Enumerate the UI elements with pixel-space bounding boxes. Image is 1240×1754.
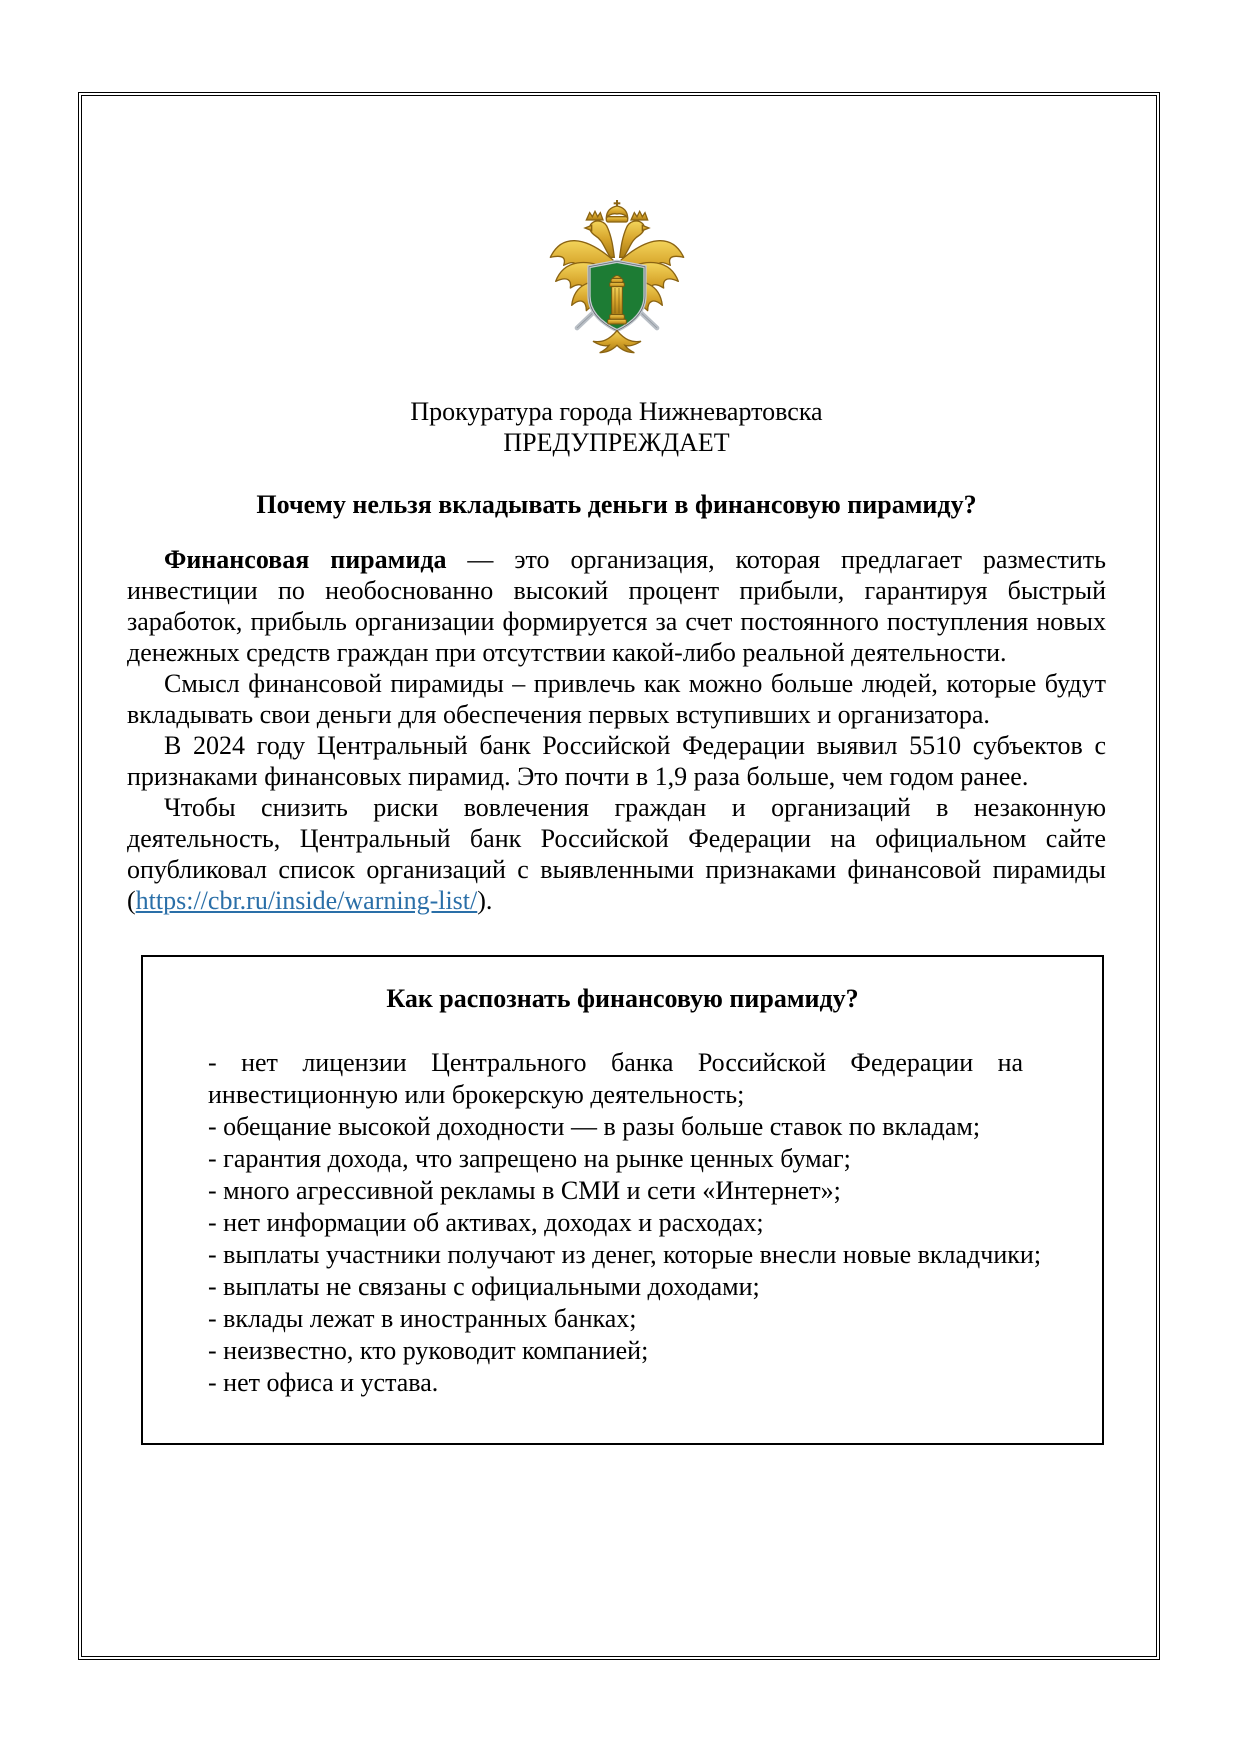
paragraph-statistics: В 2024 году Центральный банк Российской Федерации выявил 5510 субъектов с признаками финансовых пирамид. Это почти в 1,9 раза больше, чем годом ранее.	[127, 731, 1106, 791]
pyramid-sign-item: - нет лицензии Центрального банка Российской Федерации на инвестиционную или брокерскую деятельность;	[208, 1048, 1024, 1109]
paragraph-meaning: Смысл финансовой пирамиды – привлечь как можно больше людей, которые будут вкладывать свои деньги для обеспечения первых вступивших и организатора.	[127, 669, 1106, 729]
pyramid-sign-item: - гарантия дохода, что запрещено на рынке ценных бумаг;	[208, 1144, 851, 1173]
pyramid-sign-item: - много агрессивной рекламы в СМИ и сети «Интернет»;	[208, 1176, 841, 1205]
paragraph-cbr-list	[127, 792, 1106, 916]
paragraph-cbr-list-text: Чтобы снизить риски вовлечения граждан и организаций в незаконную деятельность, Центральный банк Российской Федерации на официальном сайте опубликовал список организаций с выявленными признаками финансовой пирамиды (	[127, 793, 1106, 915]
organization-name: Прокуратура города Нижневартовска	[410, 397, 823, 426]
page-border-frame	[78, 92, 1160, 1660]
document-title: Почему нельзя вкладывать деньги в финансовую пирамиду?	[256, 490, 977, 519]
prosecutor-emblem-icon	[543, 196, 691, 356]
eagle-tail-icon	[593, 331, 641, 353]
prosecutor-emblem	[543, 196, 691, 356]
pyramid-sign-item: - нет информации об активах, доходах и расходах;	[208, 1208, 764, 1237]
crown-icon	[606, 200, 627, 222]
pyramid-sign-item: - обещание высокой доходности — в разы больше ставок по вкладам;	[208, 1112, 981, 1141]
paragraph-cbr-list-closing: ).	[477, 886, 493, 915]
pyramid-sign-item: - нет офиса и устава.	[208, 1368, 439, 1397]
warns-line: ПРЕДУПРЕЖДАЕТ	[503, 428, 730, 457]
paragraph-definition-text: — это организация, которая предлагает разместить инвестиции по необоснованно высокий процент прибыли, гарантируя быстрый заработок, прибыль организации формируется за счет постоянного поступления новых денежных средств граждан при отсутствии какой-либо реальной деятельности.	[127, 545, 1106, 667]
recognize-pyramid-box	[141, 955, 1104, 1445]
cbr-warning-list-link[interactable]: https://cbr.ru/inside/warning-list/	[135, 886, 478, 915]
term-financial-pyramid: Финансовая пирамида	[164, 545, 447, 574]
pyramid-sign-item: - выплаты участники получают из денег, которые внесли новые вкладчики;	[208, 1240, 1042, 1269]
box-title: Как распознать финансовую пирамиду?	[386, 984, 859, 1013]
pyramid-sign-item: - вклады лежат в иностранных банках;	[208, 1304, 637, 1333]
pyramid-sign-item: - неизвестно, кто руководит компанией;	[208, 1336, 649, 1365]
paragraph-definition	[127, 544, 1106, 668]
pyramid-sign-item: - выплаты не связаны с официальными доходами;	[208, 1272, 760, 1301]
